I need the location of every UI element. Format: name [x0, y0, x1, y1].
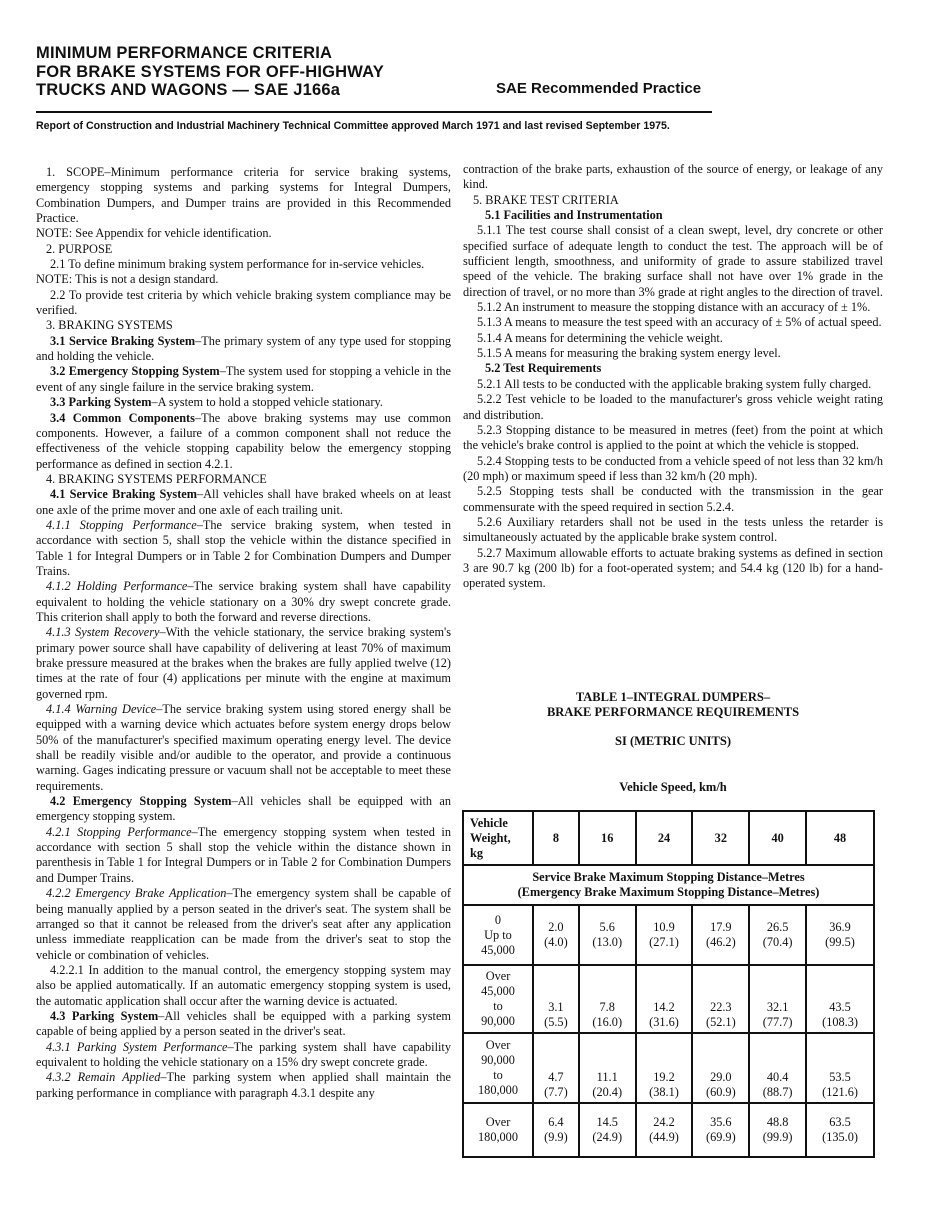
purpose-2-1: 2.1 To define minimum braking system performance for in-service vehicles.: [50, 257, 425, 272]
weight-header: Vehicle Weight, kg: [463, 811, 533, 865]
table-title-line-2: BRAKE PERFORMANCE REQUIREMENTS: [546, 705, 800, 719]
speed-header: 32: [692, 811, 749, 865]
section-5-2-4: 5.2.4 Stopping tests to be conducted from a vehicle speed of not less than 32 km/h (20 mph) or maximum speed if less than 32 km/h (20 mph).: [463, 453, 883, 483]
table-header-row: [463, 811, 874, 865]
row-weight: 0 Up to 45,000: [463, 905, 533, 965]
title-line-2: FOR BRAKE SYSTEMS FOR OFF-HIGHWAY: [36, 62, 384, 81]
speed-header: 16: [579, 811, 636, 865]
section-5-1-2: 5.1.2 An instrument to measure the stopping distance with an accuracy of ± 1%.: [477, 300, 871, 315]
section-5-2-7: 5.2.7 Maximum allowable efforts to actuate braking systems as defined in section 3 are 90.7 kg (200 lb) for a foot-operated system; and 54.4 kg (120 lb) for a hand-operated system.: [463, 545, 883, 591]
table-cell: 5.6 (13.0): [579, 905, 636, 965]
table-cell: 24.2 (44.9): [636, 1103, 693, 1157]
practice-label: SAE Recommended Practice: [496, 80, 702, 97]
table-cell: 6.4 (9.9): [533, 1103, 579, 1157]
note-design: NOTE: This is not a design standard.: [36, 272, 219, 287]
table-cell: 14.2 (31.6): [636, 965, 693, 1033]
section-4-1-4: 4.1.4 Warning Device–The service braking system using stored energy shall be equipped with a warning device which actuates before system energy drops below 50% of the manufacturer's specified maximum operating energy level. The device shall be readily visible and/or audible to the operator, and provide a continuous warning. Gages indicating pressure or vacuum shall not be acceptable to meet these requirements.: [36, 702, 452, 793]
speed-header: 8: [533, 811, 579, 865]
brake-performance-table: [462, 810, 875, 1158]
section-5-2-1: 5.2.1 All tests to be conducted with the applicable braking system fully charged.: [477, 376, 872, 391]
table-cell: 14.5 (24.9): [579, 1103, 636, 1157]
title-line-3: TRUCKS AND WAGONS — SAE J166a: [36, 81, 341, 99]
table-cell: 35.6 (69.9): [692, 1103, 749, 1157]
section-4-1: 4.1 Service Braking System–All vehicles shall have braked wheels on at least one axle of the prime mover and one axle of each trailing unit.: [36, 487, 451, 517]
table-cell: 53.5 (121.6): [806, 1033, 874, 1103]
row-weight: Over 45,000 to 90,000: [463, 965, 533, 1033]
table-cell: 40.4 (88.7): [749, 1033, 806, 1103]
section-4-3-2: 4.3.2 Remain Applied–The parking system when applied shall maintain the parking performance in compliance with paragraph 4.3.1 despite any: [36, 1070, 451, 1100]
test-criteria-heading: 5. BRAKE TEST CRITERIA: [473, 192, 619, 207]
table-speed-label: Vehicle Speed, km/h: [619, 780, 727, 794]
section-5-1-4: 5.1.4 A means for determining the vehicle weight.: [477, 330, 723, 345]
speed-header: 40: [749, 811, 806, 865]
purpose-heading: 2. PURPOSE: [46, 241, 113, 256]
left-column: [36, 165, 451, 1101]
header-divider: [36, 111, 712, 113]
table-cell: 11.1 (20.4): [579, 1033, 636, 1103]
purpose-2-2: 2.2 To provide test criteria by which vehicle braking system compliance may be verified.: [36, 287, 451, 318]
section-3-4: 3.4 Common Components–The above braking systems may use common components. However, a failure of a common component shall not reduce the effectiveness of the vehicle stopping capability below the emergency stopping performance as defined in section 4.2.1.: [36, 410, 451, 471]
section-5-1-5: 5.1.5 A means for measuring the braking system energy level.: [477, 346, 781, 361]
table-cell: 10.9 (27.1): [636, 905, 693, 965]
table-title-line-1: TABLE 1–INTEGRAL DUMPERS–: [575, 690, 771, 704]
table-cell: 26.5 (70.4): [749, 905, 806, 965]
table-row: [463, 1033, 874, 1103]
section-5-2: 5.2 Test Requirements: [485, 361, 602, 376]
table-row: [463, 965, 874, 1033]
table-cell: 48.8 (99.9): [749, 1103, 806, 1157]
title-line-1: MINIMUM PERFORMANCE CRITERIA: [36, 44, 333, 62]
section-5-2-2: 5.2.2 Test vehicle to be loaded to the manufacturer's gross vehicle weight rating and distribution.: [463, 392, 883, 422]
section-4-2-1: 4.2.1 Stopping Performance–The emergency stopping system when tested in accordance with section 5 shall stop the vehicle within the distance shown in parenthesis in Table 1 for Integral Dumpers or in Table 2 for Combination Dumpers and Dumper Trains.: [36, 824, 451, 885]
section-4-2-2-1: 4.2.2.1 In addition to the manual control, the emergency stopping system may also be applied automatically. If an automatic emergency stopping system is used, the automatic application shall occur after the warning device is actuated.: [36, 962, 451, 1008]
table-cell: 17.9 (46.2): [692, 905, 749, 965]
table-cell: 32.1 (77.7): [749, 965, 806, 1033]
table-cell: 63.5 (135.0): [806, 1103, 874, 1157]
table-cell: 36.9 (99.5): [806, 905, 874, 965]
right-column: [463, 162, 883, 592]
document-title: [36, 44, 384, 100]
table-cell: 4.7 (7.7): [533, 1033, 579, 1103]
section-4-3-1: 4.3.1 Parking System Performance–The parking system shall have capability equivalent to holding the vehicle stationary on a 15% dry swept concrete grade.: [36, 1039, 451, 1069]
table-cell: 22.3 (52.1): [692, 965, 749, 1033]
section-5-2-5: 5.2.5 Stopping tests shall be conducted with the transmission in the gear commensurate with the speed required in section 5.2.4.: [463, 484, 883, 514]
section-3-3: 3.3 Parking System–A system to hold a stopped vehicle stationary.: [50, 395, 383, 410]
section-4-1-1: 4.1.1 Stopping Performance–The service braking system, when tested in accordance with section 5, shall stop the vehicle within the distance specified in Table 1 for Integral Dumpers or in Table 2 for Combination Dumpers and Dumper Trains.: [36, 517, 451, 578]
scope-paragraph: 1. SCOPE–Minimum performance criteria for service braking systems, emergency stopping systems and parking systems for Integral Dumpers, Combination Dumpers, and Dumper trains are provided in this Recommended Practice.: [36, 165, 451, 226]
row-weight: Over 90,000 to 180,000: [463, 1033, 533, 1103]
section-4-2: 4.2 Emergency Stopping System–All vehicles shall be equipped with an emergency stopping system.: [36, 794, 451, 824]
table-cell: 19.2 (38.1): [636, 1033, 693, 1103]
section-5-1-1: 5.1.1 The test course shall consist of a clean swept, level, dry concrete or other specified surface of adequate length to conduct the test. The approach will be of sufficient length, smoothness, and uniformity of grade to assure stabilized travel speed of the vehicle. The braking surface shall not have over 1% grade in the direction of travel, or no more than 3% grade at right angles to the direction of travel.: [463, 223, 883, 299]
section-5-1: 5.1 Facilities and Instrumentation: [485, 208, 663, 223]
section-5-2-6: 5.2.6 Auxiliary retarders shall not be used in the tests unless the retarder is simultaneously actuated by the applicable brake system control.: [463, 514, 883, 545]
report-note: Report of Construction and Industrial Machinery Technical Committee approved March 1971 and last revised September 1975.: [36, 120, 670, 132]
table-units: SI (METRIC UNITS): [615, 734, 731, 748]
section-4-2-2: 4.2.2 Emergency Brake Application–The emergency system shall be capable of being manually applied by a person seated in the driver's seat. The system shall be arranged so that it cannot be released from the driver's seat after any application unless immediate reapplication can be made from the driver's seat to stop the vehicle or combination of vehicles.: [36, 886, 451, 962]
table-title: [463, 690, 883, 720]
table-cell: 29.0 (60.9): [692, 1033, 749, 1103]
section-5-1-3: 5.1.3 A means to measure the test speed with an accuracy of ± 5% of actual speed.: [477, 315, 882, 330]
braking-systems-heading: 3. BRAKING SYSTEMS: [46, 318, 173, 333]
performance-heading: 4. BRAKING SYSTEMS PERFORMANCE: [46, 471, 267, 486]
continuation-paragraph: contraction of the brake parts, exhaustion of the source of energy, or leakage of any kind.: [463, 162, 883, 192]
section-3-1: 3.1 Service Braking System–The primary system of any type used for stopping and holding the vehicle.: [36, 333, 451, 364]
table-cell: 43.5 (108.3): [806, 965, 874, 1033]
section-3-2: 3.2 Emergency Stopping System–The system used for stopping a vehicle in the event of any single failure in the service braking system.: [36, 364, 451, 394]
table-cell: 3.1 (5.5): [533, 965, 579, 1033]
speed-header: 24: [636, 811, 693, 865]
table-banner-row: [463, 865, 874, 905]
speed-header: 48: [806, 811, 874, 865]
table-row: [463, 1103, 874, 1157]
table-cell: 7.8 (16.0): [579, 965, 636, 1033]
section-4-1-2: 4.1.2 Holding Performance–The service braking system shall have capability equivalent to holding the vehicle stationary on a 30% dry swept concrete grade. This criterion shall apply to both the forward and reverse directions.: [36, 579, 451, 624]
row-weight: Over 180,000: [463, 1103, 533, 1157]
section-4-3: 4.3 Parking System–All vehicles shall be equipped with a parking system capable of being applied by a person seated in the driver's seat.: [36, 1008, 451, 1039]
section-5-2-3: 5.2.3 Stopping distance to be measured in metres (feet) from the point at which the vehicle's brake control is applied to the point at which the vehicle is stopped.: [463, 422, 883, 453]
section-4-1-3: 4.1.3 System Recovery–With the vehicle stationary, the service braking system's primary power source shall have capability of delivering at least 70% of maximum brake pressure measured at the brakes when the brakes are fully applied twelve (12) times at the rate of four (4) applications per minute with the engine at maximum governed rpm.: [36, 625, 452, 701]
table-cell: 2.0 (4.0): [533, 905, 579, 965]
note-appendix: NOTE: See Appendix for vehicle identification.: [36, 226, 272, 241]
distance-banner: Service Brake Maximum Stopping Distance–Metres (Emergency Brake Maximum Stopping Distance–Metres): [463, 865, 874, 905]
table-row: [463, 905, 874, 965]
